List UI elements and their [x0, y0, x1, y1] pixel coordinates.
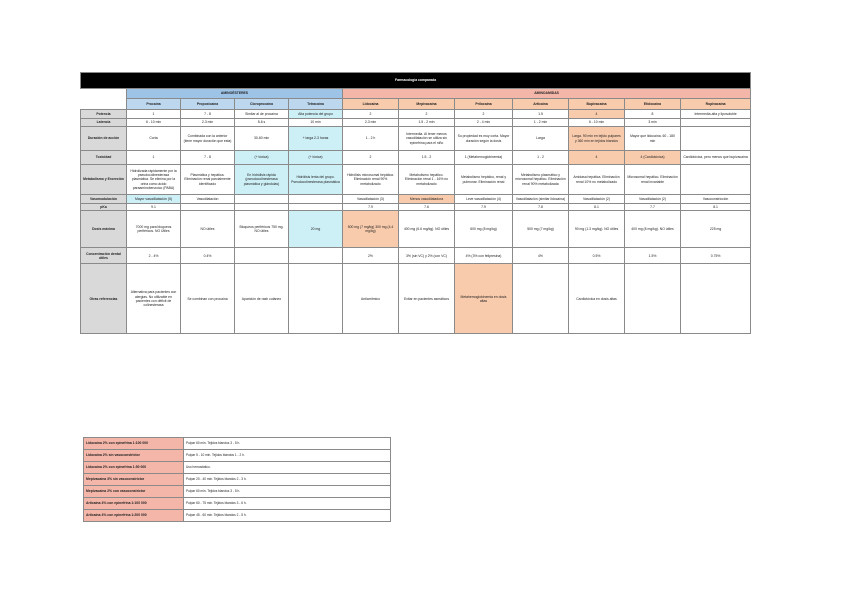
table-cell: Vasodilatación	[181, 195, 235, 204]
table-row	[81, 110, 751, 119]
drug-header: Mepivacaína	[399, 99, 455, 110]
table-row	[81, 195, 751, 204]
note-label: Mepivacaína 2% con vasoconstrictor	[84, 486, 184, 498]
table-cell: 7.8	[513, 204, 569, 211]
table-cell: 2 - 4 min	[455, 119, 513, 127]
table-cell	[625, 264, 681, 334]
drug-header: Ropivacaína	[681, 99, 751, 110]
table-cell: Intermedia. Al tener menos vasodilatación se utiliza sin epinefrina para el niño	[399, 127, 455, 151]
table-row	[81, 204, 751, 211]
table-cell: 2-3 min	[343, 119, 399, 127]
table-cell: 1.5	[513, 110, 569, 119]
table-cell: Evitar en pacientes asmáticos	[399, 264, 455, 334]
table-cell	[681, 165, 751, 195]
table-cell: Corta	[127, 127, 181, 151]
table-row	[81, 119, 751, 127]
row-label: Concentración dental útiles	[81, 248, 127, 264]
table-cell: 500 mg (7 mg/kg) 300 mg (4.4 mg/kg)	[343, 211, 399, 248]
table-cell	[235, 248, 289, 264]
table-cell: 225 mg	[681, 211, 751, 248]
table-cell: Bloqueos periféricos 750 mg. NO útiles	[235, 211, 289, 248]
table-cell: 1 (Metahemoglobinemia)	[455, 151, 513, 165]
pharmacology-table	[80, 72, 751, 334]
note-text: Pulpar 60 - 75 min. Tejidos blandos 3 - 6 h.	[184, 498, 391, 510]
table-cell: 7.6	[399, 204, 455, 211]
table-cell	[513, 264, 569, 334]
table-title: Farmacología comparada	[81, 73, 751, 89]
drug-header: Cloroprocaína	[235, 99, 289, 110]
table-cell: 6 - 10 min	[569, 119, 625, 127]
table-cell: 7.7	[625, 204, 681, 211]
table-cell	[289, 204, 343, 211]
table-cell: 8	[625, 110, 681, 119]
note-label: Lidocaína 2% sin vasoconstrictor	[84, 450, 184, 462]
table-cell: Su propiedad es muy corta. Mayor duración según la dosis	[455, 127, 513, 151]
table-cell	[181, 204, 235, 211]
table-cell: 7 - 8	[181, 110, 235, 119]
table-cell: 8.1	[681, 204, 751, 211]
table-cell: 10 min	[289, 119, 343, 127]
table-cell: 7000 mg para bloqueos periféricos. NO Útiles	[127, 211, 181, 248]
table-cell: 0.4%	[181, 248, 235, 264]
table-cell: Plasmática y hepática. Eliminación renal parcialmente identificado	[181, 165, 235, 195]
drug-header: Articaína	[513, 99, 569, 110]
note-text: Pulpar 20 - 40 min. Tejidos blandos 2 - 3 h.	[184, 474, 391, 486]
row-label: Vasomodulación	[81, 195, 127, 204]
table-cell: Vasodilatación (similar lidocaína)	[513, 195, 569, 204]
drug-header: Etidocaína	[625, 99, 681, 110]
table-cell: 4	[569, 110, 625, 119]
table-cell: En hidrólisis rápida (pseudocolinesterasa plasmática y glándulas)	[235, 165, 289, 195]
note-row	[84, 486, 391, 498]
table-cell: Vasodilatación (2)	[569, 195, 625, 204]
table-cell: 2%	[343, 248, 399, 264]
row-label: Metabolismo y Excreción	[81, 165, 127, 195]
table-cell	[681, 264, 751, 334]
table-cell: Metabolismo hepático, renal y pulmonar. Eliminación renal	[455, 165, 513, 195]
drug-header: Prilocaína	[455, 99, 513, 110]
table-cell: 9.1	[127, 204, 181, 211]
table-cell: 2	[343, 110, 399, 119]
table-cell: 4% (3% con felipresina)	[455, 248, 513, 264]
table-cell: 20 mg	[289, 211, 343, 248]
note-label: Articaína 4% con epinefrina 1:100 000	[84, 498, 184, 510]
table-cell: 7 - 8	[181, 151, 235, 165]
table-cell: 1.5%	[625, 248, 681, 264]
table-cell: Similar al de procaína	[235, 110, 289, 119]
note-text: Pulpar 45 - 60 min. Tejidos blandos 2 - 5 h.	[184, 510, 391, 522]
table-cell: Hidrólisis microsomal hepática. Eliminación renal 90% metabolizado	[343, 165, 399, 195]
drug-header: Tetracaína	[289, 99, 343, 110]
row-label: Otras referencias	[81, 264, 127, 334]
table-cell: + larga 2-3 horas	[289, 127, 343, 151]
table-cell: 1 - 2 min	[513, 119, 569, 127]
table-cell: 1.5 - 2 min	[399, 119, 455, 127]
note-text: Uso hemostático.	[184, 462, 391, 474]
note-label: Mepivacaína 3% sin vasoconstrictor	[84, 474, 184, 486]
table-cell: 7.9	[343, 204, 399, 211]
table-cell: Vasoconstricción	[681, 195, 751, 204]
table-row	[81, 165, 751, 195]
table-cell: 0.5%	[569, 248, 625, 264]
note-label: Lidocaína 2% con epinefrina 1:50 000	[84, 462, 184, 474]
table-cell: Metabolismo plasmático y microsomal hepático. Eliminación renal 90% metabolizada	[513, 165, 569, 195]
table-cell: 2 - 4%	[127, 248, 181, 264]
table-cell: 2-3 min	[181, 119, 235, 127]
table-cell	[235, 204, 289, 211]
note-row	[84, 510, 391, 522]
table-cell: 1 - 2	[513, 151, 569, 165]
table-cell	[289, 195, 343, 204]
table-cell: 3% (sin VC) y 2% (con VC)	[399, 248, 455, 264]
notes-panel	[83, 437, 390, 522]
table-cell	[681, 127, 751, 151]
table-cell: 2	[399, 110, 455, 119]
table-cell	[289, 248, 343, 264]
comparison-sheet	[80, 72, 750, 334]
table-cell	[681, 119, 751, 127]
table-cell: 0.75%	[681, 248, 751, 264]
table-cell: 2	[455, 110, 513, 119]
table-cell: 7.9	[455, 204, 513, 211]
table-cell: Intermedia-alta y liposoluble	[681, 110, 751, 119]
drug-header: Procaína	[127, 99, 181, 110]
drug-header: Bupivacaína	[569, 99, 625, 110]
row-label: pKa	[81, 204, 127, 211]
table-cell: 4%	[513, 248, 569, 264]
table-cell: 500 mg (7 mg/kg)	[513, 211, 569, 248]
table-cell: 5-6 s	[235, 119, 289, 127]
table-cell: 1 - 2 h	[343, 127, 399, 151]
table-cell: Mayor que lidocaína. 60 - 180 min	[625, 127, 681, 151]
table-cell: (+ tóxica)	[289, 151, 343, 165]
table-row	[81, 211, 751, 248]
table-cell: Cardiotóxica en dosis altas	[569, 264, 625, 334]
table-cell: 30-60 min	[235, 127, 289, 151]
table-cell: Menos vasodilatadora	[399, 195, 455, 204]
table-cell: Combinada con la anterior (tiene mayor duración que esta)	[181, 127, 235, 151]
row-label: Latencia	[81, 119, 127, 127]
table-cell: Hidrólisis lenta del grupo. Pseudocolinesterasa plasmática	[289, 165, 343, 195]
table-cell: Alta potencia del grupo	[289, 110, 343, 119]
table-cell: Antiarrítmico	[343, 264, 399, 334]
table-cell: 600 mg (8 mg/kg)	[455, 211, 513, 248]
notes-table	[83, 437, 391, 522]
row-label: Duración de acción	[81, 127, 127, 151]
row-label: Toxicidad	[81, 151, 127, 165]
table-cell: Vasodilatación (3)	[343, 195, 399, 204]
table-cell: 4	[569, 151, 625, 165]
table-cell: NO útiles	[181, 211, 235, 248]
corner-cell	[81, 99, 127, 110]
table-cell: Hidrolizada rápidamente por la pseudocolinesterasa plasmática. Se elimina por la orina como ácido paraaminobenzoico (PABA)	[127, 165, 181, 195]
row-label: Potencia	[81, 110, 127, 119]
table-cell: (+ tóxica)	[235, 151, 289, 165]
note-text: Pulpar 5 - 10 min. Tejidos blandos 1 - 2 h.	[184, 450, 391, 462]
table-cell: Larga	[513, 127, 569, 151]
table-cell: 1	[127, 110, 181, 119]
corner-cell	[81, 89, 127, 99]
table-cell: 400 mg (6.6 mg/kg). NO útiles	[399, 211, 455, 248]
note-row	[84, 474, 391, 486]
table-cell: 6 - 10 min	[127, 119, 181, 127]
note-row	[84, 450, 391, 462]
table-cell: Alternativa para pacientes con alergias. No utilizable en pacientes con déficit de colinesterasa	[127, 264, 181, 334]
table-cell: Cardiotóxica, pero menos que bupivacaína	[681, 151, 751, 165]
table-cell: Vasodilatación (2)	[625, 195, 681, 204]
table-cell: Aparición de rash cutáneo	[235, 264, 289, 334]
table-cell	[235, 195, 289, 204]
table-cell: Amidasa hepática. Eliminación renal 10% no metabolizado	[569, 165, 625, 195]
table-cell	[289, 264, 343, 334]
row-label: Dosis máxima	[81, 211, 127, 248]
table-cell: 4 (Cardiotóxica)	[625, 151, 681, 165]
table-cell: Leve vasodilatación (4)	[455, 195, 513, 204]
table-cell: 1	[127, 151, 181, 165]
note-label: Lidocaína 2% con epinefrina 1:100 000	[84, 438, 184, 450]
group-esteres: AMINOÉSTERES	[127, 89, 343, 99]
table-cell: 2	[343, 151, 399, 165]
table-cell: 400 mg (8 mg/kg). NO útiles	[625, 211, 681, 248]
drug-header: Lidocaína	[343, 99, 399, 110]
table-cell: Mayor vasodilatación (5)	[127, 195, 181, 204]
group-amidas: AMINOAMIDAS	[343, 89, 751, 99]
table-cell: 1.5 - 2	[399, 151, 455, 165]
note-text: Pulpar 60 min. Tejidos blandos 3 - 5 h.	[184, 438, 391, 450]
note-label: Articaína 4% con epinefrina 1:200 000	[84, 510, 184, 522]
table-cell: 90 mg (1.3 mg/kg). NO útiles	[569, 211, 625, 248]
note-row	[84, 438, 391, 450]
table-row	[81, 127, 751, 151]
table-cell: Metahemoglobinemia en dosis altas	[455, 264, 513, 334]
note-row	[84, 462, 391, 474]
table-cell: 3 min	[625, 119, 681, 127]
table-row	[81, 264, 751, 334]
table-row	[81, 248, 751, 264]
table-cell: Microsomal hepático. Eliminación renal invariable	[625, 165, 681, 195]
note-text: Pulpar 60 min. Tejidos blandos 3 - 5 h.	[184, 486, 391, 498]
table-cell: 8.1	[569, 204, 625, 211]
drug-header: Propoxicaína	[181, 99, 235, 110]
table-row	[81, 151, 751, 165]
table-cell: Metabolismo hepático. Eliminación renal 1 - 16% no metabolizado	[399, 165, 455, 195]
note-row	[84, 498, 391, 510]
table-cell: Larga. 90 min en tejido pulpares y 360 min en tejidos blandos	[569, 127, 625, 151]
table-cell: Se combinan con procaína	[181, 264, 235, 334]
